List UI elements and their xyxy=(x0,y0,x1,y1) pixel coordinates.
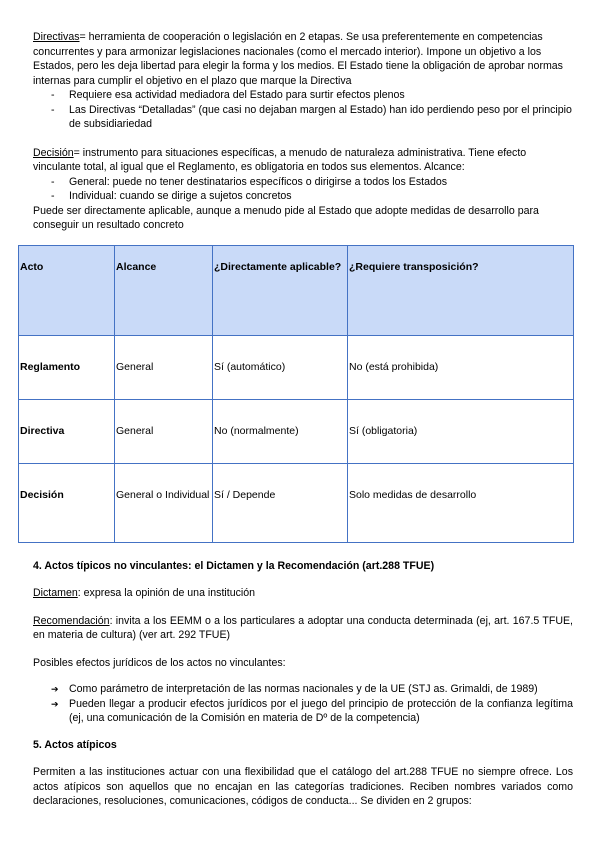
table-header: Alcance xyxy=(115,245,213,335)
decision-definition: = instrumento para situaciones específicas, a menudo de naturaleza administrativa. Tiene efecto vinculante total, al igual que el Reglamento, es obligatoria en todos sus elementos. Alcance: xyxy=(33,146,527,173)
directivas-definition: = herramienta de cooperación o legislación en 2 etapas. Se usa preferentemente en competencias concurrentes y para armonizar legislaciones nacionales (como el mercado interior). Impone un objetivo a los Estados, pero les deja libertad para elegir la forma y los medios. El Estado tiene la obligación de aprobar normas internas para cumplir el objetivo en el plazo que marque la Directiva xyxy=(33,31,563,87)
recomendacion-paragraph xyxy=(33,614,573,643)
dictamen-paragraph xyxy=(33,586,573,601)
decision-list xyxy=(33,175,573,204)
comparison-table xyxy=(18,245,574,543)
table-header: ¿Directamente aplicable? xyxy=(213,245,348,335)
table-cell: General xyxy=(115,335,213,399)
list-item: - General: puede no tener destinatarios específicos o dirigirse a todos los Estados xyxy=(33,175,573,190)
decision-term: Decisión xyxy=(33,146,74,159)
recomendacion-definition: : invita a los EEMM o a los particulares a adoptar una conducta determinada (ej, art. 167.5 TFUE, en materia de cultura) (ver art. 292 TFUE) xyxy=(33,614,573,641)
directivas-paragraph xyxy=(33,30,573,88)
section-5-title: 5. Actos atípicos xyxy=(33,738,117,751)
table-cell: Solo medidas de desarrollo xyxy=(348,463,574,542)
section-4-title: 4. Actos típicos no vinculantes: el Dictamen y la Recomendación (art.288 TFUE) xyxy=(33,559,435,572)
section-5 xyxy=(33,738,573,809)
list-item: - Individual: cuando se dirige a sujetos concretos xyxy=(33,189,573,204)
table-cell: Reglamento xyxy=(19,335,115,399)
table-row xyxy=(19,399,574,463)
table-cell: Decisión xyxy=(19,463,115,542)
table-cell: Sí / Depende xyxy=(213,463,348,542)
decision-paragraph xyxy=(33,146,573,175)
table-header-row xyxy=(19,245,574,335)
table-header: Acto xyxy=(19,245,115,335)
table-row xyxy=(19,335,574,399)
effects-intro: Posibles efectos jurídicos de los actos no vinculantes: xyxy=(33,656,286,669)
document-page xyxy=(20,30,573,809)
list-item: ➔ Pueden llegar a producir efectos jurídicos por el juego del principio de protección de la confianza legítima (ej, una comunicación de la Comisión en materia de Dº de la competencia) xyxy=(33,697,573,726)
list-item: - Las Directivas “Detalladas” (que casi no dejaban margen al Estado) han ido perdiendo peso por el principio de subsidiariedad xyxy=(33,103,573,132)
table-cell: Sí (obligatoria) xyxy=(348,399,574,463)
decision-section xyxy=(33,146,573,233)
decision-after: Puede ser directamente aplicable, aunque a menudo pide al Estado que adopte medidas de desarrollo para conseguir un resultado concreto xyxy=(33,204,539,231)
table-cell: Sí (automático) xyxy=(213,335,348,399)
directivas-section xyxy=(33,30,573,132)
section-5-body: Permiten a las instituciones actuar con una flexibilidad que el catálogo del art.288 TFUE no siempre ofrece. Los actos atípicos son aquellos que no encajan en las categorías tradiciones. Reciben nombres variados como declaraciones, resoluciones, comunicaciones, códigos de conducta... Se dividen en 2 grupos: xyxy=(33,766,573,807)
directivas-list xyxy=(33,88,573,132)
list-item: ➔ Como parámetro de interpretación de las normas nacionales y de la UE (STJ as. Grimaldi, de 1989) xyxy=(33,682,573,697)
section-4 xyxy=(33,559,573,726)
effects-list xyxy=(33,682,573,726)
table-cell: Directiva xyxy=(19,399,115,463)
table-cell: No (normalmente) xyxy=(213,399,348,463)
recomendacion-term: Recomendación xyxy=(33,614,110,627)
table-row xyxy=(19,463,574,542)
table-header: ¿Requiere transposición? xyxy=(348,245,574,335)
table-cell: General xyxy=(115,399,213,463)
table-cell: General o Individual xyxy=(115,463,213,542)
directivas-term: Directivas xyxy=(33,31,80,43)
list-item: - Requiere esa actividad mediadora del Estado para surtir efectos plenos xyxy=(33,88,573,103)
dictamen-term: Dictamen xyxy=(33,587,78,599)
table-cell: No (está prohibida) xyxy=(348,335,574,399)
dictamen-definition: : expresa la opinión de una institución xyxy=(77,587,256,599)
